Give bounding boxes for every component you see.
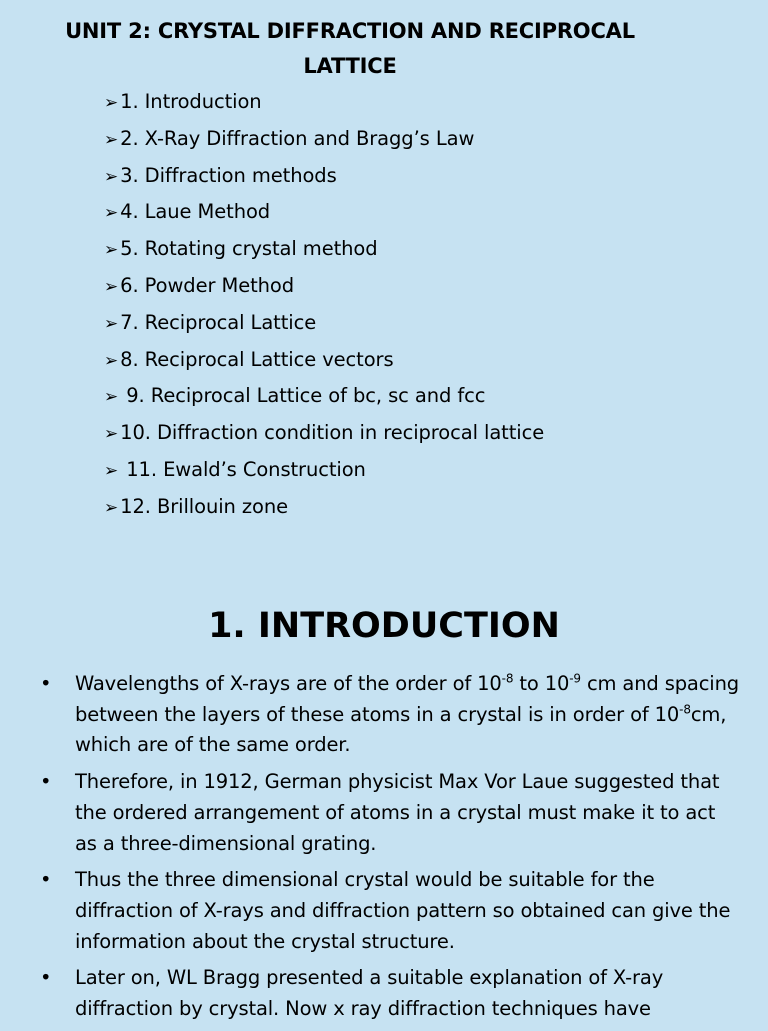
arrow-bullet-icon: ➢	[104, 387, 119, 408]
toc-item-3: ➢ 3. Diffraction methods	[104, 163, 337, 187]
toc-item-10: ➢ 10. Diffraction condition in reciprocal lattice	[104, 421, 545, 445]
bullet-item-1: • Wavelengths of X-rays are of the order of $10^{-8}$ to $10^{-9}$ cm and spacing between the layers of these atoms in a crystal is in order of $10^{-8}cm$, which are of the same order.	[40, 669, 740, 761]
bullet-dot-icon: •	[40, 672, 52, 695]
toc-item-2: ➢ 2. X-Ray Diffraction and Bragg’s Law	[104, 126, 475, 150]
unit-title: UNIT 2: CRYSTAL DIFFRACTION AND RECIPROCAL LATTICE	[65, 19, 635, 78]
bullet-dot-icon: •	[40, 966, 52, 990]
toc-item-7: ➢ 7. Reciprocal Lattice	[104, 310, 317, 334]
arrow-bullet-icon: ➢	[104, 424, 119, 445]
table-of-contents	[104, 84, 544, 526]
toc-item-5: ➢ 5. Rotating crystal method	[104, 237, 378, 261]
toc-item-12: ➢ 12. Brillouin zone	[104, 494, 289, 518]
toc-item-6: ➢ 6. Powder Method	[104, 273, 295, 297]
arrow-bullet-icon: ➢	[104, 203, 119, 224]
section-title: 1. INTRODUCTION	[208, 606, 560, 646]
toc-item-9: ➢ 9. Reciprocal Lattice of bc, sc and fcc	[104, 384, 486, 408]
arrow-bullet-icon: ➢	[104, 460, 119, 481]
intro-bullet-list	[40, 669, 740, 1031]
arrow-bullet-icon: ➢	[104, 350, 119, 371]
arrow-bullet-icon: ➢	[104, 497, 119, 518]
arrow-bullet-icon: ➢	[104, 240, 119, 261]
arrow-bullet-icon: ➢	[104, 276, 119, 297]
toc-item-8: ➢ 8. Reciprocal Lattice vectors	[104, 347, 394, 371]
arrow-bullet-icon: ➢	[104, 313, 119, 334]
toc-item-4: ➢ 4. Laue Method	[104, 200, 271, 224]
arrow-bullet-icon: ➢	[104, 166, 119, 187]
bullet-item-2: • Therefore, in 1912, German physicist Max Vor Laue suggested that the ordered arrangement of atoms in a crystal must make it to act as a three-dimensional grating.	[40, 767, 740, 859]
bullet-dot-icon: •	[40, 868, 52, 892]
toc-item-1: ➢ 1. Introduction	[104, 90, 262, 113]
bullet-dot-icon: •	[40, 770, 52, 794]
arrow-bullet-icon: ➢	[104, 129, 119, 150]
bullet-item-3: • Thus the three dimensional crystal would be suitable for the diffraction of X-rays and diffraction pattern so obtained can give the information about the crystal structure.	[40, 865, 740, 957]
bullet-item-4: • Later on, WL Bragg presented a suitable explanation of X-ray diffraction by crystal. Now x ray diffraction techniques have	[40, 963, 740, 1024]
toc-item-11: ➢ 11. Ewald’s Construction	[104, 457, 366, 481]
arrow-bullet-icon: ➢	[104, 93, 119, 113]
